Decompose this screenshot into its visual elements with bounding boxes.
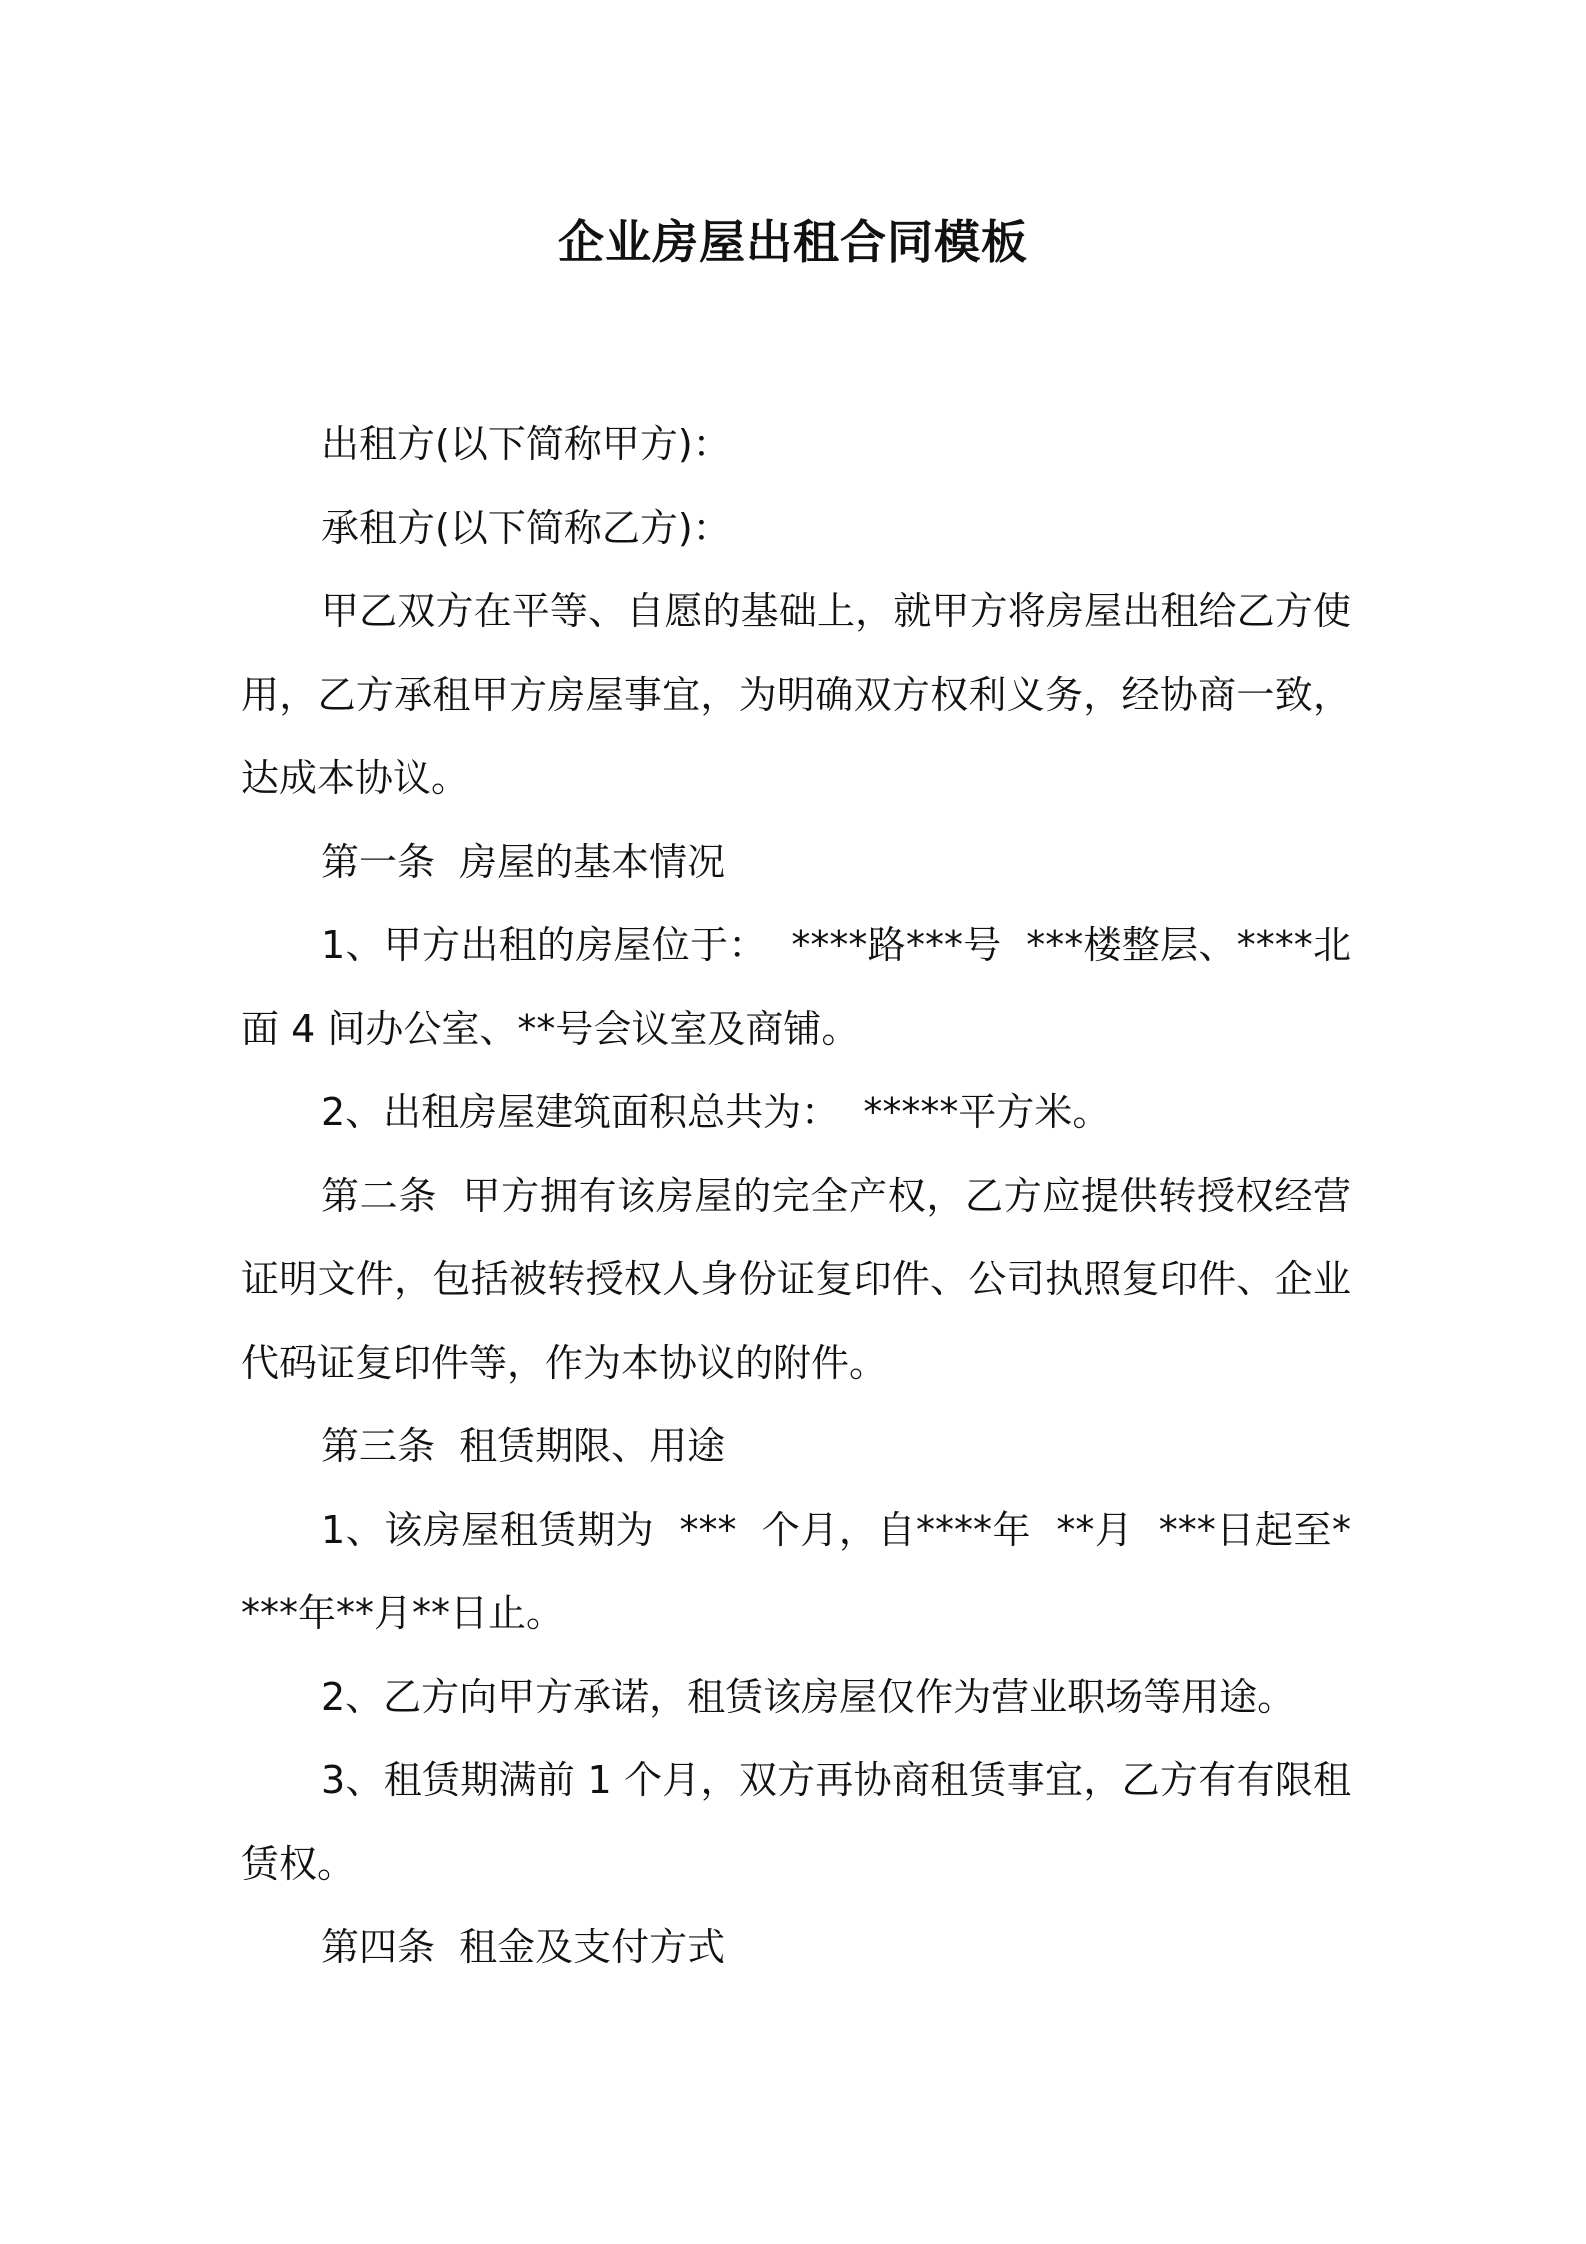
article-2: 第二条 甲方拥有该房屋的完全产权，乙方应提供转授权经营证明文件，包括被转授权人身份证复印件、公司执照复印件、企业代码证复印件等，作为本协议的附件。	[241, 1173, 1351, 1385]
article-4-heading: 第四条 租金及支付方式	[321, 1925, 726, 1969]
article-3-item-2: 2、乙方向甲方承诺，租赁该房屋仅作为营业职场等用途。	[321, 1674, 1296, 1719]
document-title: 企业房屋出租合同模板	[558, 215, 1028, 269]
article-3-item-3: 3、租赁期满前 1 个月，双方再协商租赁事宜，乙方有有限租赁权。	[241, 1758, 1351, 1886]
paragraph-preamble: 甲乙双方在平等、自愿的基础上，就甲方将房屋出租给乙方使用，乙方承租甲方房屋事宜，为明确双方权利义务，经协商一致，达成本协议。	[241, 589, 1351, 800]
article-1-item-1: 1、甲方出租的房屋位于： ****路***号 ***楼整层、****北面 4 间办公室、**号会议室及商铺。	[241, 923, 1351, 1051]
article-1-heading: 第一条 房屋的基本情况	[321, 839, 726, 884]
article-3-heading: 第三条 租赁期限、用途	[321, 1424, 726, 1468]
document-body	[241, 403, 1351, 1990]
paragraph-lessor: 出租方(以下简称甲方)：	[321, 422, 731, 466]
paragraph-lessee: 承租方(以下简称乙方)：	[321, 505, 731, 550]
article-1-item-2: 2、出租房屋建筑面积总共为： *****平方米。	[321, 1090, 1111, 1134]
article-3-item-1: 1、该房屋租赁期为 *** 个月，自****年 **月 ***日起至****年**月**日止。	[241, 1507, 1351, 1635]
